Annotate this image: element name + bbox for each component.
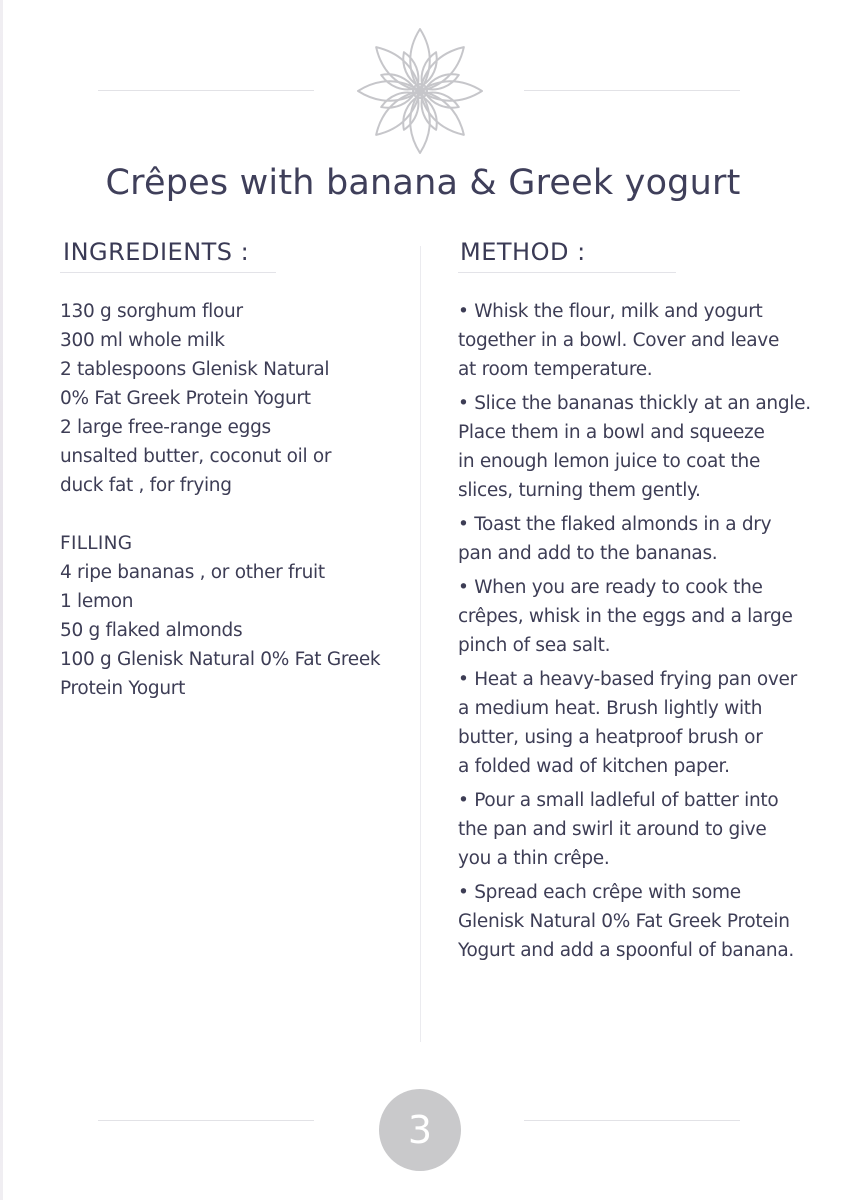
method-step xyxy=(458,878,808,965)
method-step-line: Glenisk Natural 0% Fat Greek Protein xyxy=(458,911,790,932)
filling-line: 100 g Glenisk Natural 0% Fat Greek xyxy=(60,649,381,670)
filling-line: 1 lemon xyxy=(60,591,134,612)
filling-line: 50 g flaked almonds xyxy=(60,620,243,641)
method-step-line: • Slice the bananas thickly at an angle. xyxy=(458,393,811,414)
ingredient-line: 300 ml whole milk xyxy=(60,330,225,351)
method-step-line: the pan and swirl it around to give xyxy=(458,819,767,840)
ingredient-line: 2 tablespoons Glenisk Natural xyxy=(60,359,330,380)
method-step xyxy=(458,573,808,660)
method-step-line: pinch of sea salt. xyxy=(458,635,611,656)
method-step-line: you a thin crêpe. xyxy=(458,848,610,869)
filling-heading: FILLING xyxy=(60,533,133,554)
method-step-line: Place them in a bowl and squeeze xyxy=(458,422,765,443)
method-step-line: at room temperature. xyxy=(458,359,653,380)
method-step xyxy=(458,510,808,568)
method-step-line: slices, turning them gently. xyxy=(458,480,701,501)
filling-line: Protein Yogurt xyxy=(60,678,186,699)
method-heading-underline xyxy=(458,272,676,273)
ingredients-heading: INGREDIENTS : xyxy=(63,238,250,266)
ingredients-heading-underline xyxy=(60,272,276,273)
method-step xyxy=(458,786,808,873)
method-step-line: crêpes, whisk in the eggs and a large xyxy=(458,606,793,627)
column-divider xyxy=(420,246,421,1042)
spacer xyxy=(60,500,400,529)
filling-line: 4 ripe bananas , or other fruit xyxy=(60,562,325,583)
method-heading: METHOD : xyxy=(460,238,586,266)
top-decorative-line-right xyxy=(524,90,740,91)
method-step-line: pan and add to the bananas. xyxy=(458,543,718,564)
method-step-line: a folded wad of kitchen paper. xyxy=(458,756,730,777)
method-step-line: • Whisk the flour, milk and yogurt xyxy=(458,301,763,322)
top-decorative-line-left xyxy=(98,90,314,91)
method-step xyxy=(458,389,811,505)
method-step-line: • Heat a heavy-based frying pan over xyxy=(458,669,797,690)
method-step-line: Yogurt and add a spoonful of banana. xyxy=(458,940,794,961)
ingredient-line: 2 large free-range eggs xyxy=(60,417,271,438)
ingredient-line: duck fat , for frying xyxy=(60,475,232,496)
method-step-line: • Pour a small ladleful of batter into xyxy=(458,790,779,811)
ingredient-line: 130 g sorghum flour xyxy=(60,301,243,322)
page-number-badge: 3 xyxy=(379,1089,461,1171)
method-step-line: together in a bowl. Cover and leave xyxy=(458,330,780,351)
method-step-line: • Spread each crêpe with some xyxy=(458,882,741,903)
method-step-line: butter, using a heatproof brush or xyxy=(458,727,763,748)
bottom-decorative-line-left xyxy=(98,1120,314,1121)
method-step-line: • Toast the flaked almonds in a dry xyxy=(458,514,772,535)
flower-mandala-icon xyxy=(355,26,485,156)
method-steps xyxy=(458,297,811,970)
ingredients-list xyxy=(60,297,400,703)
method-step-line: a medium heat. Brush lightly with xyxy=(458,698,763,719)
ingredient-line: 0% Fat Greek Protein Yogurt xyxy=(60,388,311,409)
ingredient-line: unsalted butter, coconut oil or xyxy=(60,446,332,467)
method-step xyxy=(458,665,808,781)
method-step-line: in enough lemon juice to coat the xyxy=(458,451,761,472)
bottom-decorative-line-right xyxy=(524,1120,740,1121)
method-step-line: • When you are ready to cook the xyxy=(458,577,763,598)
recipe-title: Crêpes with banana & Greek yogurt xyxy=(105,163,741,203)
method-step xyxy=(458,297,808,384)
